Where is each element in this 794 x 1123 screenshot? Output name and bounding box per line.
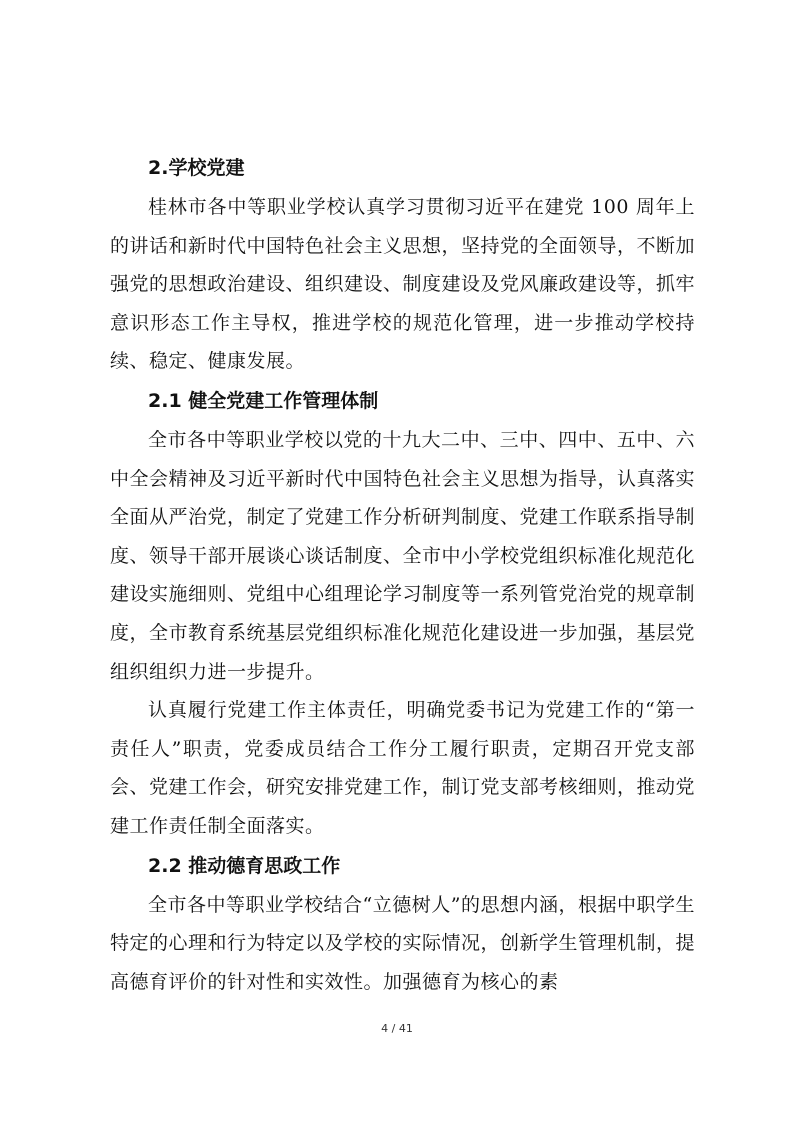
page-number: 4 / 41 [381, 1022, 413, 1035]
section-heading-management-system: 2.1 健全党建工作管理体制 [148, 389, 379, 412]
paragraph-management-system-1: 全市各中等职业学校以党的十九大二中、三中、四中、五中、六中全会精神及习近平新时代中国特色社会主义思想为指导，认真落实全面从严治党，制定了党建工作分析研判制度、党建工作联系指导制度、领导干部开展谈心谈话制度、全市中小学校党组织标准化规范化建设实施细则、党组中心组理论学习制度等一系列管党治党的规章制度，全市教育系统基层党组织标准化规范化建设进一步加强，基层党组织组织力进一步提升。 [110, 428, 696, 683]
section-heading-moral-education: 2.2 推动德育思政工作 [148, 854, 341, 877]
section-heading-party-building: 2.学校党建 [148, 157, 245, 179]
document-body [110, 148, 695, 1001]
paragraph-management-system-2: 认真履行党建工作主体责任，明确党委书记为党建工作的“第一责任人”职责，党委成员结合工作分工履行职责，定期召开党支部会、党建工作会，研究安排党建工作，制订党支部考核细则，推动党建工作责任制全面落实。 [110, 699, 696, 837]
paragraph-party-building-intro: 桂林市各中等职业学校认真学习贯彻习近平在建党 100 周年上的讲话和新时代中国特色社会主义思想，坚持党的全面领导，不断加强党的思想政治建设、组织建设、制度建设及党风廉政建设等，抓牢意识形态工作主导权，推进学校的规范化管理，进一步推动学校持续、稳定、健康发展。 [110, 196, 696, 373]
paragraph-moral-education-1: 全市各中等职业学校结合“立德树人”的思想内涵，根据中职学生特定的心理和行为特定以及学校的实际情况，创新学生管理机制，提高德育评价的针对性和实效性。加强德育为核心的素 [110, 893, 696, 993]
